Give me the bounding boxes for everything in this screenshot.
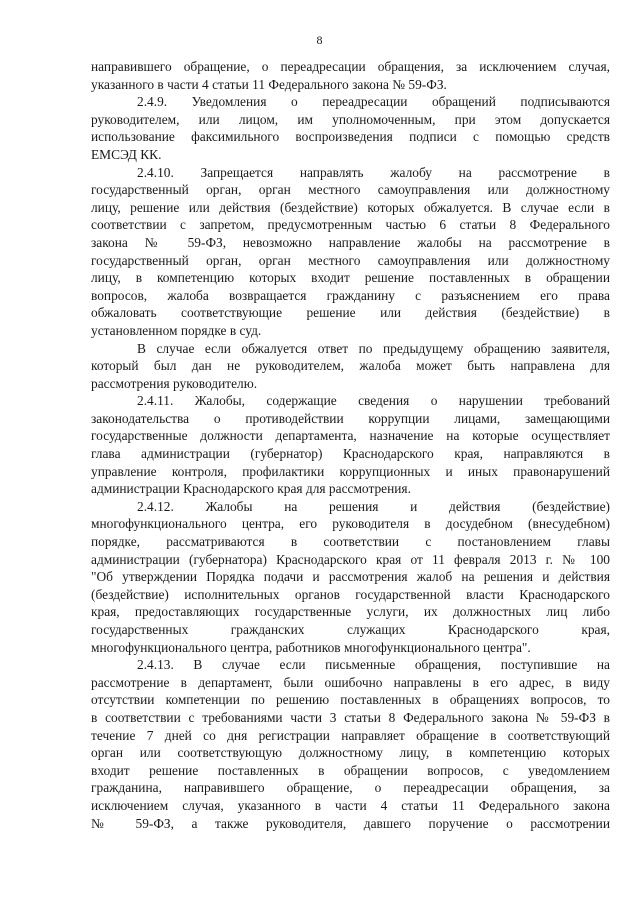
text-line-content: 2.4.13. В случае если письменные обращения, поступившие на xyxy=(137,657,610,673)
paragraph xyxy=(91,498,610,656)
document-body xyxy=(91,58,610,832)
text-line-content: 2.4.10. Запрещается направлять жалобу на рассмотрение в xyxy=(137,164,610,180)
text-line: в соответствии с требованиями части 3 статьи 8 Федерального закона № 59-ФЗ в xyxy=(91,709,610,725)
text-line xyxy=(91,392,610,410)
text-line: использование факсимильного воспроизведения подписи с помощью средств xyxy=(91,129,610,145)
text-line: который был дан не руководителем, жалоба может быть направлена для xyxy=(91,358,610,374)
text-line: гражданина, направившего обращение, о переадресации обращения, за xyxy=(91,780,610,796)
text-line: вопросов, жалоба возвращается гражданину с разъяснением его права xyxy=(91,287,610,303)
text-line: управление контроля, профилактики коррупционных и иных правонарушений xyxy=(91,463,610,479)
text-line: многофункционального центра, работников многофункционального центра". xyxy=(91,639,531,655)
text-line: направившего обращение, о переадресации обращения, за исключением случая, xyxy=(91,59,610,74)
text-line xyxy=(91,498,610,516)
text-line-content: 2.4.11. Жалобы, содержащие сведения о нарушении требований xyxy=(137,393,610,409)
text-line: указанного в части 4 статьи 11 Федерального закона № 59-ФЗ. xyxy=(91,76,447,92)
text-line xyxy=(91,93,610,111)
text-line: № 59-ФЗ, а также руководителя, давшего поручение о рассмотрении xyxy=(91,815,610,831)
text-line: администрации Краснодарского края для рассмотрения. xyxy=(91,481,411,497)
text-line: соответствии с запретом, предусмотренным частью 6 статьи 8 Федерального xyxy=(91,217,610,233)
text-line xyxy=(91,164,610,182)
text-line: государственный орган, орган местного самоуправления или должностному xyxy=(91,252,610,268)
text-line: государственных гражданских служащих Краснодарского края, xyxy=(91,622,610,637)
text-line: администрации (губернатора) Краснодарского края от 11 февраля 2013 г. № 100 xyxy=(91,551,610,567)
paragraph xyxy=(91,93,610,163)
text-line: ЕМСЭД КК. xyxy=(91,146,162,162)
paragraph xyxy=(91,340,610,393)
text-line: лицу, решение или действия (бездействие) которых обжалуется. В случае если в xyxy=(91,199,610,215)
paragraph-indent xyxy=(91,656,137,674)
paragraph xyxy=(91,392,610,498)
paragraph xyxy=(91,164,610,340)
text-line-content: 2.4.12. Жалобы на решения и действия (бездействие) xyxy=(137,498,610,514)
paragraph xyxy=(91,656,610,832)
text-line: установленном порядке в суд. xyxy=(91,322,262,338)
text-line: руководителем, или лицом, им уполномоченным, при этом допускается xyxy=(91,111,610,127)
text-line: государственный орган, орган местного самоуправления или должностному xyxy=(91,182,610,198)
text-line: орган или соответствующую должностному лицу, в компетенцию которых xyxy=(91,745,610,761)
text-line: исключением случая, указанного в части 4 статьи 11 Федерального закона xyxy=(91,797,610,813)
paragraph xyxy=(91,58,610,93)
text-line-content: 2.4.9. Уведомления о переадресации обращений подписываются xyxy=(137,94,610,110)
page-number: 8 xyxy=(316,33,323,47)
text-line: рассмотрения руководителю. xyxy=(91,375,258,391)
text-line: законодательства о противодействии коррупции лицами, замещающими xyxy=(91,410,610,426)
text-line: "Об утверждении Порядка подачи и рассмотрения жалоб на решения и действия xyxy=(91,569,610,585)
paragraph-indent xyxy=(91,93,137,111)
text-line: лицу, в компетенцию которых входит решение поставленных в обращении xyxy=(91,270,610,286)
text-line: (бездействие) исполнительных органов государственной власти Краснодарского xyxy=(91,586,610,602)
text-line xyxy=(91,656,610,674)
text-line: края, предоставляющих государственные услуги, их должностных лиц либо xyxy=(91,604,610,620)
text-line: течение 7 дней со дня регистрации направляет обращение в соответствующий xyxy=(91,727,610,743)
text-line: закона № 59-ФЗ, невозможно направление жалобы на рассмотрение в xyxy=(91,234,610,250)
text-line: многофункционального центра, его руководителя в досудебном (внесудебном) xyxy=(91,516,610,532)
text-line: глава администрации (губернатор) Краснодарского края, направляются в xyxy=(91,446,610,462)
text-line: отсутствии компетенции по решению поставленных в обращениях вопросов, то xyxy=(91,692,610,708)
paragraph-indent xyxy=(91,392,137,410)
text-line: входит решение поставленных в обращении вопросов, с уведомлением xyxy=(91,762,610,778)
paragraph-indent xyxy=(91,498,137,516)
text-line: обжаловать соответствующие решение или действия (бездействие) в xyxy=(91,305,610,321)
text-line: порядке, рассматриваются в соответствии с постановлением главы xyxy=(91,534,610,550)
paragraph-indent xyxy=(91,164,137,182)
text-line: государственные должности департамента, назначение на которые осуществляет xyxy=(91,428,610,444)
paragraph-indent xyxy=(91,340,137,358)
text-line: рассмотрение в департамент, были ошибочно направлены в его адрес, в виду xyxy=(91,674,610,690)
text-line xyxy=(91,340,610,358)
text-line-content: В случае если обжалуется ответ по предыдущему обращению заявителя, xyxy=(137,340,610,356)
